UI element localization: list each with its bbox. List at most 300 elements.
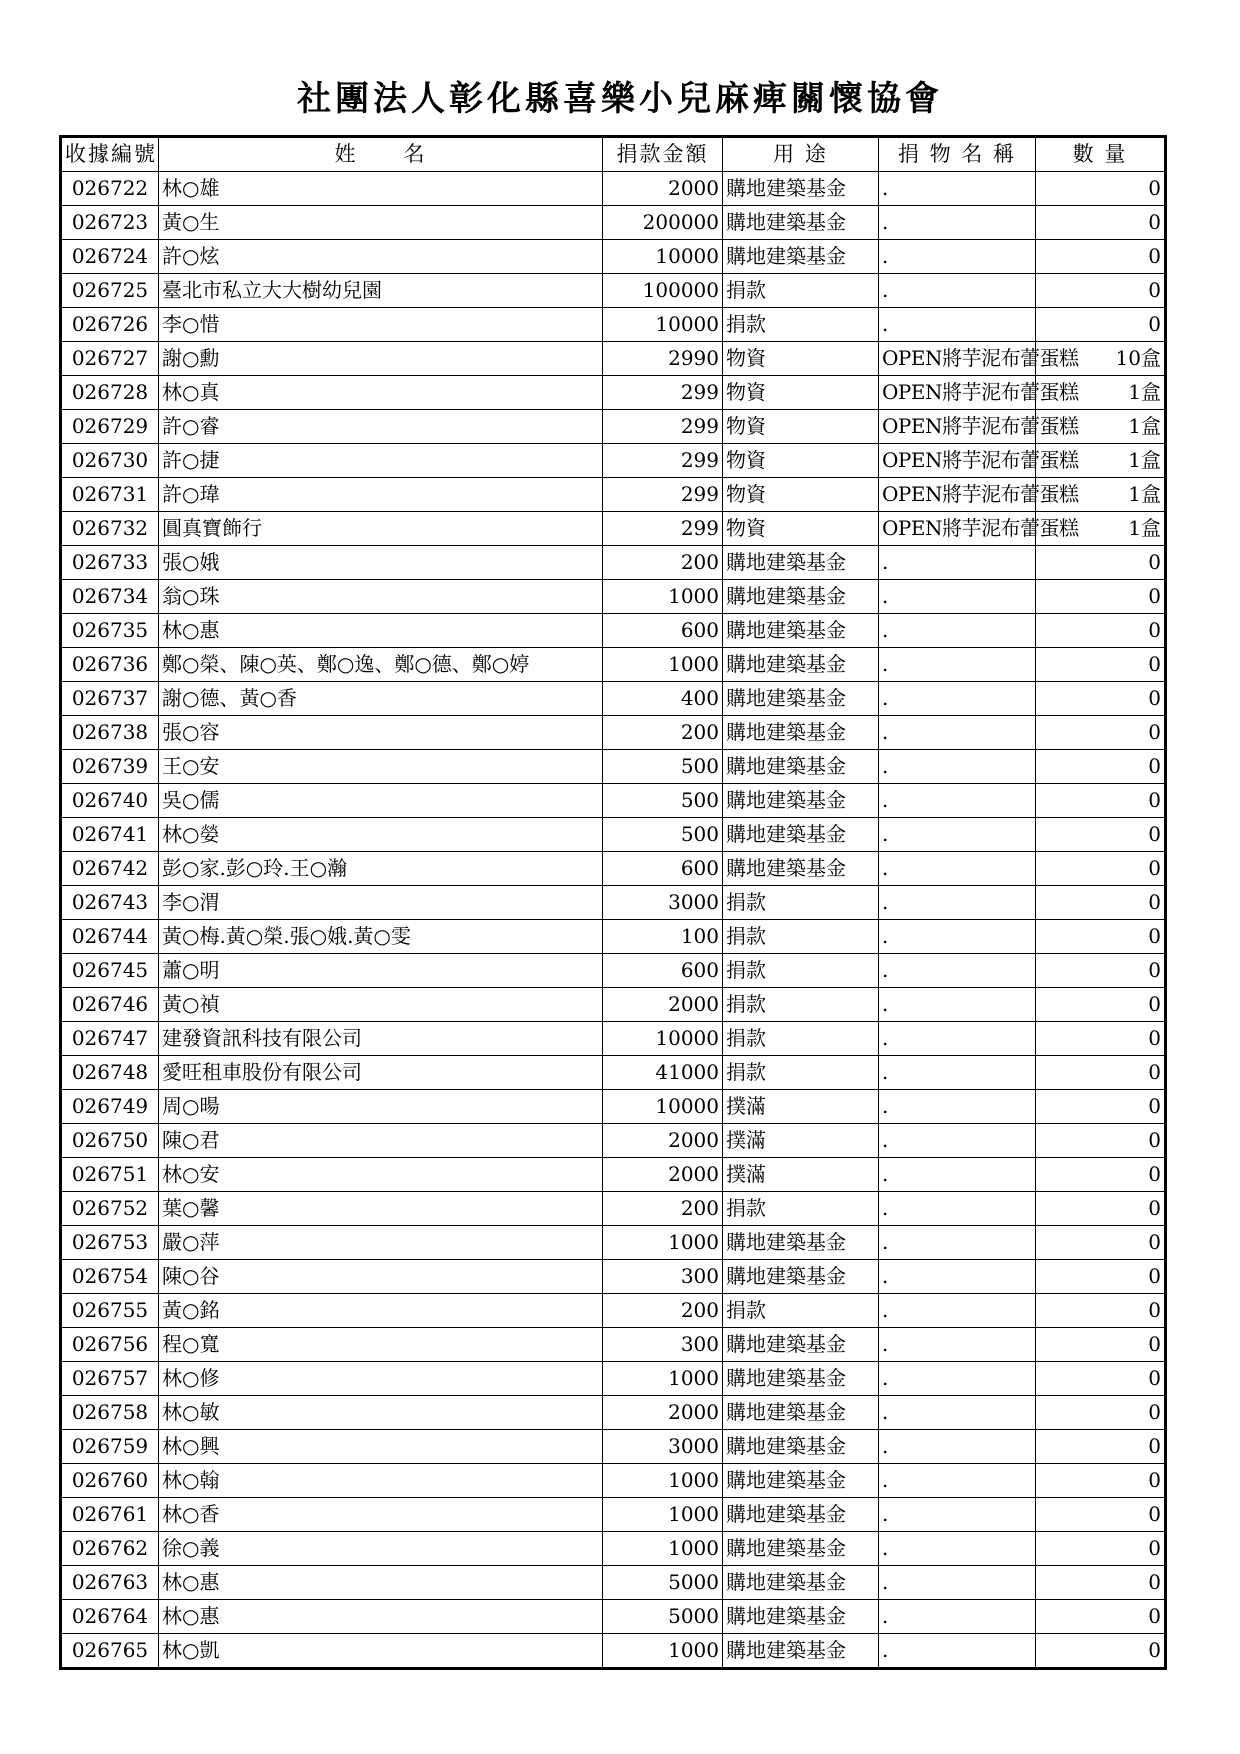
purpose-cell: 撲滿 [723, 1124, 879, 1158]
table-row [61, 478, 1166, 512]
table-row [61, 274, 1166, 308]
donor-name-cell: 圓真寶飾行 [159, 512, 603, 546]
purpose-cell: 物資 [723, 444, 879, 478]
receipt-no-cell: 026728 [61, 376, 159, 410]
receipt-no-cell: 026723 [61, 206, 159, 240]
purpose-cell: 購地建築基金 [723, 852, 879, 886]
purpose-cell: 購地建築基金 [723, 580, 879, 614]
item-name-cell: . [879, 1022, 1036, 1056]
column-header-amount: 捐款金額 [603, 137, 723, 172]
purpose-cell: 撲滿 [723, 1158, 879, 1192]
table-row [61, 852, 1166, 886]
quantity-cell: 0 [1036, 274, 1166, 308]
table-row [61, 750, 1166, 784]
purpose-cell: 購地建築基金 [723, 1634, 879, 1669]
item-name-cell: . [879, 988, 1036, 1022]
receipt-no-cell: 026729 [61, 410, 159, 444]
table-row [61, 308, 1166, 342]
item-name-cell: . [879, 1566, 1036, 1600]
donor-name-cell: 黃○梅.黃○榮.張○娥.黃○雯 [159, 920, 603, 954]
item-name-cell: . [879, 1532, 1036, 1566]
table-row [61, 1396, 1166, 1430]
receipt-no-cell: 026762 [61, 1532, 159, 1566]
table-row [61, 920, 1166, 954]
quantity-cell: 1盒 [1036, 478, 1166, 512]
table-header-row [61, 137, 1166, 172]
receipt-no-cell: 026744 [61, 920, 159, 954]
purpose-cell: 購地建築基金 [723, 1498, 879, 1532]
donor-name-cell: 程○寬 [159, 1328, 603, 1362]
amount-cell: 200000 [603, 206, 723, 240]
purpose-cell: 購地建築基金 [723, 240, 879, 274]
quantity-cell: 0 [1036, 206, 1166, 240]
amount-cell: 299 [603, 512, 723, 546]
donor-name-cell: 林○凱 [159, 1634, 603, 1669]
item-name-cell: . [879, 1328, 1036, 1362]
donor-name-cell: 愛旺租車股份有限公司 [159, 1056, 603, 1090]
quantity-cell: 0 [1036, 954, 1166, 988]
quantity-cell: 0 [1036, 1226, 1166, 1260]
donor-name-cell: 許○捷 [159, 444, 603, 478]
item-name-cell: OPEN將芋泥布蕾蛋糕 [879, 512, 1036, 546]
receipt-no-cell: 026757 [61, 1362, 159, 1396]
amount-cell: 299 [603, 410, 723, 444]
purpose-cell: 捐款 [723, 1022, 879, 1056]
amount-cell: 500 [603, 750, 723, 784]
item-name-cell: . [879, 1634, 1036, 1669]
donor-name-cell: 林○香 [159, 1498, 603, 1532]
amount-cell: 400 [603, 682, 723, 716]
table-row [61, 1192, 1166, 1226]
amount-cell: 10000 [603, 1090, 723, 1124]
receipt-no-cell: 026753 [61, 1226, 159, 1260]
purpose-cell: 購地建築基金 [723, 1396, 879, 1430]
donor-name-cell: 嚴○萍 [159, 1226, 603, 1260]
quantity-cell: 0 [1036, 682, 1166, 716]
item-name-cell: . [879, 206, 1036, 240]
table-row [61, 580, 1166, 614]
donor-name-cell: 林○安 [159, 1158, 603, 1192]
purpose-cell: 物資 [723, 478, 879, 512]
quantity-cell: 0 [1036, 1498, 1166, 1532]
table-row [61, 886, 1166, 920]
item-name-cell: . [879, 614, 1036, 648]
amount-cell: 1000 [603, 1498, 723, 1532]
purpose-cell: 購地建築基金 [723, 1464, 879, 1498]
amount-cell: 2990 [603, 342, 723, 376]
purpose-cell: 購地建築基金 [723, 546, 879, 580]
purpose-cell: 購地建築基金 [723, 1532, 879, 1566]
amount-cell: 200 [603, 1294, 723, 1328]
receipt-no-cell: 026727 [61, 342, 159, 376]
table-row [61, 444, 1166, 478]
quantity-cell: 0 [1036, 1362, 1166, 1396]
receipt-no-cell: 026739 [61, 750, 159, 784]
item-name-cell: OPEN將芋泥布蕾蛋糕 [879, 444, 1036, 478]
amount-cell: 500 [603, 818, 723, 852]
amount-cell: 5000 [603, 1600, 723, 1634]
quantity-cell: 0 [1036, 546, 1166, 580]
table-row [61, 784, 1166, 818]
item-name-cell: . [879, 784, 1036, 818]
receipt-no-cell: 026738 [61, 716, 159, 750]
receipt-no-cell: 026758 [61, 1396, 159, 1430]
amount-cell: 300 [603, 1328, 723, 1362]
donor-name-cell: 建發資訊科技有限公司 [159, 1022, 603, 1056]
receipt-no-cell: 026760 [61, 1464, 159, 1498]
donor-name-cell: 翁○珠 [159, 580, 603, 614]
receipt-no-cell: 026724 [61, 240, 159, 274]
donor-name-cell: 陳○君 [159, 1124, 603, 1158]
table-body [61, 172, 1166, 1669]
table-row [61, 1498, 1166, 1532]
donor-name-cell: 吳○儒 [159, 784, 603, 818]
amount-cell: 299 [603, 444, 723, 478]
table-row [61, 206, 1166, 240]
quantity-cell: 1盒 [1036, 444, 1166, 478]
table-row [61, 546, 1166, 580]
quantity-cell: 0 [1036, 1532, 1166, 1566]
amount-cell: 41000 [603, 1056, 723, 1090]
quantity-cell: 0 [1036, 1396, 1166, 1430]
purpose-cell: 捐款 [723, 274, 879, 308]
donor-name-cell: 黃○生 [159, 206, 603, 240]
quantity-cell: 0 [1036, 1124, 1166, 1158]
donor-name-cell: 李○渭 [159, 886, 603, 920]
donor-name-cell: 林○翰 [159, 1464, 603, 1498]
donor-name-cell: 林○嫈 [159, 818, 603, 852]
receipt-no-cell: 026725 [61, 274, 159, 308]
amount-cell: 10000 [603, 308, 723, 342]
receipt-no-cell: 026737 [61, 682, 159, 716]
table-row [61, 1464, 1166, 1498]
quantity-cell: 0 [1036, 886, 1166, 920]
table-row [61, 342, 1166, 376]
table-row [61, 1056, 1166, 1090]
item-name-cell: . [879, 1396, 1036, 1430]
donor-name-cell: 謝○勳 [159, 342, 603, 376]
quantity-cell: 0 [1036, 852, 1166, 886]
receipt-no-cell: 026764 [61, 1600, 159, 1634]
amount-cell: 2000 [603, 1124, 723, 1158]
amount-cell: 299 [603, 478, 723, 512]
column-header-quantity: 數 量 [1036, 137, 1166, 172]
item-name-cell: OPEN將芋泥布蕾蛋糕 [879, 410, 1036, 444]
item-name-cell: . [879, 1090, 1036, 1124]
item-name-cell: . [879, 818, 1036, 852]
amount-cell: 2000 [603, 988, 723, 1022]
amount-cell: 3000 [603, 886, 723, 920]
amount-cell: 3000 [603, 1430, 723, 1464]
purpose-cell: 購地建築基金 [723, 1600, 879, 1634]
donor-name-cell: 鄭○榮、陳○英、鄭○逸、鄭○德、鄭○婷 [159, 648, 603, 682]
quantity-cell: 0 [1036, 1600, 1166, 1634]
purpose-cell: 捐款 [723, 886, 879, 920]
purpose-cell: 物資 [723, 376, 879, 410]
receipt-no-cell: 026734 [61, 580, 159, 614]
quantity-cell: 0 [1036, 988, 1166, 1022]
quantity-cell: 0 [1036, 920, 1166, 954]
table-row [61, 1600, 1166, 1634]
donor-name-cell: 林○真 [159, 376, 603, 410]
receipt-no-cell: 026748 [61, 1056, 159, 1090]
receipt-no-cell: 026736 [61, 648, 159, 682]
purpose-cell: 物資 [723, 410, 879, 444]
donor-name-cell: 林○惠 [159, 1566, 603, 1600]
amount-cell: 1000 [603, 1634, 723, 1669]
table-row [61, 240, 1166, 274]
amount-cell: 1000 [603, 1464, 723, 1498]
receipt-no-cell: 026751 [61, 1158, 159, 1192]
donor-name-cell: 林○惠 [159, 614, 603, 648]
column-header-receipt-no: 收據編號 [61, 137, 159, 172]
page-title: 社團法人彰化縣喜樂小兒麻痺關懷協會 [297, 79, 943, 119]
receipt-no-cell: 026752 [61, 1192, 159, 1226]
amount-cell: 2000 [603, 1396, 723, 1430]
table-row [61, 1294, 1166, 1328]
table-row [61, 988, 1166, 1022]
amount-cell: 100000 [603, 274, 723, 308]
item-name-cell: . [879, 1362, 1036, 1396]
donor-name-cell: 黃○銘 [159, 1294, 603, 1328]
amount-cell: 1000 [603, 648, 723, 682]
amount-cell: 100 [603, 920, 723, 954]
receipt-no-cell: 026761 [61, 1498, 159, 1532]
item-name-cell: OPEN將芋泥布蕾蛋糕 [879, 376, 1036, 410]
purpose-cell: 購地建築基金 [723, 784, 879, 818]
purpose-cell: 捐款 [723, 920, 879, 954]
item-name-cell: . [879, 308, 1036, 342]
receipt-no-cell: 026743 [61, 886, 159, 920]
column-header-item-name: 捐 物 名 稱 [879, 137, 1036, 172]
donor-name-cell: 林○雄 [159, 172, 603, 206]
item-name-cell: OPEN將芋泥布蕾蛋糕 [879, 478, 1036, 512]
purpose-cell: 購地建築基金 [723, 1362, 879, 1396]
item-name-cell: . [879, 274, 1036, 308]
amount-cell: 200 [603, 716, 723, 750]
item-name-cell: . [879, 240, 1036, 274]
purpose-cell: 捐款 [723, 988, 879, 1022]
purpose-cell: 購地建築基金 [723, 1260, 879, 1294]
item-name-cell: . [879, 1056, 1036, 1090]
quantity-cell: 1盒 [1036, 410, 1166, 444]
table-row [61, 614, 1166, 648]
receipt-no-cell: 026763 [61, 1566, 159, 1600]
receipt-no-cell: 026754 [61, 1260, 159, 1294]
item-name-cell: . [879, 546, 1036, 580]
amount-cell: 600 [603, 954, 723, 988]
donor-name-cell: 臺北市私立大大樹幼兒園 [159, 274, 603, 308]
table-row [61, 648, 1166, 682]
amount-cell: 1000 [603, 1532, 723, 1566]
quantity-cell: 0 [1036, 1430, 1166, 1464]
donor-name-cell: 林○惠 [159, 1600, 603, 1634]
quantity-cell: 0 [1036, 1260, 1166, 1294]
amount-cell: 600 [603, 852, 723, 886]
amount-cell: 500 [603, 784, 723, 818]
donor-name-cell: 張○娥 [159, 546, 603, 580]
item-name-cell: OPEN將芋泥布蕾蛋糕 [879, 342, 1036, 376]
amount-cell: 300 [603, 1260, 723, 1294]
purpose-cell: 撲滿 [723, 1090, 879, 1124]
receipt-no-cell: 026755 [61, 1294, 159, 1328]
receipt-no-cell: 026726 [61, 308, 159, 342]
receipt-no-cell: 026745 [61, 954, 159, 988]
donor-name-cell: 許○炫 [159, 240, 603, 274]
purpose-cell: 購地建築基金 [723, 716, 879, 750]
amount-cell: 2000 [603, 1158, 723, 1192]
quantity-cell: 0 [1036, 1158, 1166, 1192]
table-row [61, 1158, 1166, 1192]
quantity-cell: 0 [1036, 1566, 1166, 1600]
donor-name-cell: 葉○馨 [159, 1192, 603, 1226]
purpose-cell: 購地建築基金 [723, 172, 879, 206]
receipt-no-cell: 026746 [61, 988, 159, 1022]
purpose-cell: 捐款 [723, 308, 879, 342]
quantity-cell: 0 [1036, 1328, 1166, 1362]
table-row [61, 1566, 1166, 1600]
purpose-cell: 購地建築基金 [723, 614, 879, 648]
purpose-cell: 購地建築基金 [723, 750, 879, 784]
table-row [61, 1124, 1166, 1158]
donor-name-cell: 李○惜 [159, 308, 603, 342]
quantity-cell: 10盒 [1036, 342, 1166, 376]
quantity-cell: 0 [1036, 580, 1166, 614]
item-name-cell: . [879, 1226, 1036, 1260]
item-name-cell: . [879, 1192, 1036, 1226]
donor-name-cell: 謝○德、黃○香 [159, 682, 603, 716]
quantity-cell: 0 [1036, 1056, 1166, 1090]
table-row [61, 954, 1166, 988]
amount-cell: 200 [603, 1192, 723, 1226]
table-row [61, 512, 1166, 546]
quantity-cell: 0 [1036, 172, 1166, 206]
table-row [61, 1260, 1166, 1294]
amount-cell: 600 [603, 614, 723, 648]
item-name-cell: . [879, 716, 1036, 750]
item-name-cell: . [879, 954, 1036, 988]
receipt-no-cell: 026759 [61, 1430, 159, 1464]
column-header-purpose: 用 途 [723, 137, 879, 172]
receipt-no-cell: 026740 [61, 784, 159, 818]
purpose-cell: 捐款 [723, 1294, 879, 1328]
donor-name-cell: 林○興 [159, 1430, 603, 1464]
receipt-no-cell: 026730 [61, 444, 159, 478]
donor-name-cell: 張○容 [159, 716, 603, 750]
donor-name-cell: 陳○谷 [159, 1260, 603, 1294]
quantity-cell: 0 [1036, 716, 1166, 750]
amount-cell: 2000 [603, 172, 723, 206]
quantity-cell: 0 [1036, 818, 1166, 852]
purpose-cell: 購地建築基金 [723, 682, 879, 716]
item-name-cell: . [879, 1464, 1036, 1498]
item-name-cell: . [879, 1294, 1036, 1328]
table-row [61, 1328, 1166, 1362]
item-name-cell: . [879, 1498, 1036, 1532]
table-row [61, 1634, 1166, 1669]
donor-name-cell: 許○瑋 [159, 478, 603, 512]
item-name-cell: . [879, 1600, 1036, 1634]
receipt-no-cell: 026731 [61, 478, 159, 512]
purpose-cell: 購地建築基金 [723, 1566, 879, 1600]
donor-name-cell: 彭○家.彭○玲.王○瀚 [159, 852, 603, 886]
donor-name-cell: 蕭○明 [159, 954, 603, 988]
item-name-cell: . [879, 1158, 1036, 1192]
receipt-no-cell: 026733 [61, 546, 159, 580]
purpose-cell: 捐款 [723, 1192, 879, 1226]
quantity-cell: 0 [1036, 1464, 1166, 1498]
receipt-no-cell: 026756 [61, 1328, 159, 1362]
receipt-no-cell: 026741 [61, 818, 159, 852]
item-name-cell: . [879, 682, 1036, 716]
amount-cell: 1000 [603, 1226, 723, 1260]
table-row [61, 682, 1166, 716]
amount-cell: 10000 [603, 240, 723, 274]
purpose-cell: 購地建築基金 [723, 648, 879, 682]
table-row [61, 1362, 1166, 1396]
donation-table [59, 135, 1167, 1670]
item-name-cell: . [879, 580, 1036, 614]
purpose-cell: 購地建築基金 [723, 818, 879, 852]
purpose-cell: 捐款 [723, 954, 879, 988]
quantity-cell: 0 [1036, 1634, 1166, 1669]
amount-cell: 5000 [603, 1566, 723, 1600]
table-row [61, 410, 1166, 444]
table-row [61, 1226, 1166, 1260]
table-row [61, 716, 1166, 750]
amount-cell: 10000 [603, 1022, 723, 1056]
quantity-cell: 1盒 [1036, 512, 1166, 546]
donor-name-cell: 徐○義 [159, 1532, 603, 1566]
item-name-cell: . [879, 648, 1036, 682]
donor-name-cell: 周○暘 [159, 1090, 603, 1124]
item-name-cell: . [879, 172, 1036, 206]
donor-name-cell: 林○修 [159, 1362, 603, 1396]
receipt-no-cell: 026749 [61, 1090, 159, 1124]
column-header-name: 姓 名 [159, 137, 603, 172]
purpose-cell: 購地建築基金 [723, 1328, 879, 1362]
receipt-no-cell: 026750 [61, 1124, 159, 1158]
quantity-cell: 0 [1036, 784, 1166, 818]
quantity-cell: 0 [1036, 1192, 1166, 1226]
purpose-cell: 購地建築基金 [723, 1430, 879, 1464]
receipt-no-cell: 026742 [61, 852, 159, 886]
amount-cell: 299 [603, 376, 723, 410]
purpose-cell: 物資 [723, 512, 879, 546]
purpose-cell: 物資 [723, 342, 879, 376]
purpose-cell: 購地建築基金 [723, 206, 879, 240]
purpose-cell: 捐款 [723, 1056, 879, 1090]
donor-name-cell: 林○敏 [159, 1396, 603, 1430]
table-row [61, 1090, 1166, 1124]
item-name-cell: . [879, 852, 1036, 886]
item-name-cell: . [879, 1260, 1036, 1294]
receipt-no-cell: 026765 [61, 1634, 159, 1669]
quantity-cell: 0 [1036, 648, 1166, 682]
table-row [61, 1430, 1166, 1464]
item-name-cell: . [879, 886, 1036, 920]
table-row [61, 818, 1166, 852]
receipt-no-cell: 026732 [61, 512, 159, 546]
donor-name-cell: 許○睿 [159, 410, 603, 444]
quantity-cell: 0 [1036, 750, 1166, 784]
donor-name-cell: 王○安 [159, 750, 603, 784]
amount-cell: 200 [603, 546, 723, 580]
item-name-cell: . [879, 1430, 1036, 1464]
quantity-cell: 0 [1036, 1022, 1166, 1056]
quantity-cell: 0 [1036, 1294, 1166, 1328]
receipt-no-cell: 026722 [61, 172, 159, 206]
